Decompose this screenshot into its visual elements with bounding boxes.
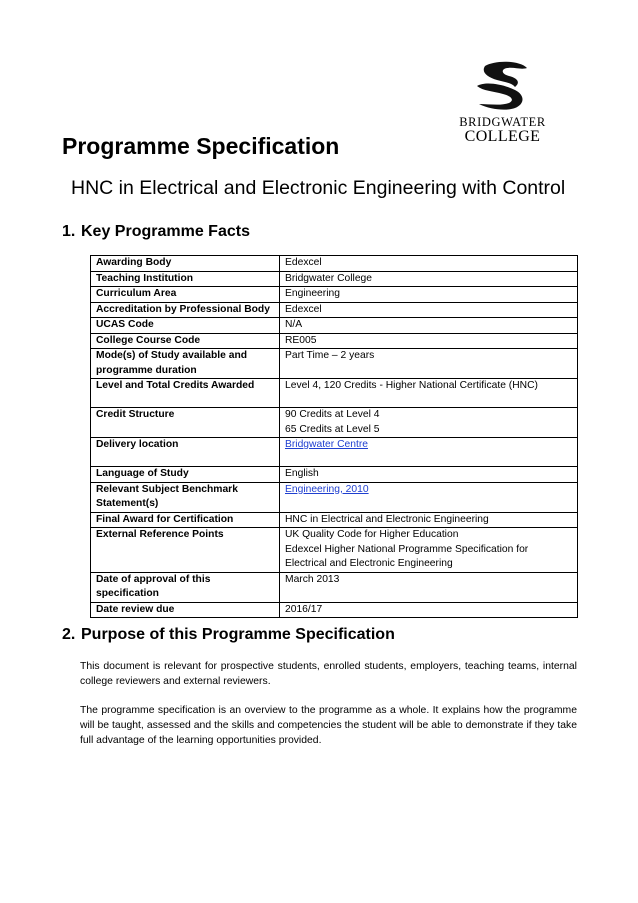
fact-link[interactable]: Engineering, 2010 bbox=[285, 483, 369, 495]
section-heading-purpose bbox=[62, 626, 395, 644]
fact-label: Teaching Institution bbox=[91, 271, 280, 287]
fact-value bbox=[280, 512, 578, 528]
fact-value bbox=[280, 379, 578, 408]
purpose-paragraph-1: This document is relevant for prospective students, enrolled students, employers, teaching teams, internal college reviewers and external reviewers. bbox=[80, 661, 577, 687]
page-subtitle: HNC in Electrical and Electronic Engineering with Control bbox=[71, 177, 566, 199]
fact-label: College Course Code bbox=[91, 333, 280, 349]
college-logo bbox=[455, 60, 550, 152]
logo-text-line1: BRIDGWATER bbox=[459, 115, 546, 129]
fact-value bbox=[280, 302, 578, 318]
fact-value-line: Edexcel bbox=[285, 303, 322, 315]
fact-value bbox=[280, 271, 578, 287]
fact-row bbox=[91, 349, 578, 379]
fact-value-line: Electrical and Electronic Engineering bbox=[285, 558, 453, 569]
fact-label: Final Award for Certification bbox=[91, 512, 280, 528]
fact-value-line: RE005 bbox=[285, 334, 317, 346]
fact-value-line: Edexcel bbox=[285, 257, 322, 268]
fact-value bbox=[280, 528, 578, 573]
fact-row bbox=[91, 408, 578, 438]
fact-value-line: Engineering bbox=[285, 288, 340, 299]
fact-row bbox=[91, 602, 578, 618]
fact-value bbox=[280, 333, 578, 349]
purpose-paragraph-2: The programme specification is an overview to the programme as a whole. It explains how the programme will be taught, assessed and the skills and competencies the student will be able to demonstrate if they take full advantage of the learning opportunities provided. bbox=[80, 705, 577, 746]
fact-link[interactable]: Bridgwater Centre bbox=[285, 439, 368, 450]
fact-label: Curriculum Area bbox=[91, 287, 280, 303]
logo-text-line2: COLLEGE bbox=[464, 128, 541, 145]
section-heading-text: Purpose of this Programme Specification bbox=[81, 626, 395, 643]
section-number: 2. bbox=[62, 626, 76, 643]
fact-row bbox=[91, 572, 578, 602]
fact-row bbox=[91, 482, 578, 512]
page-title: Programme Specification bbox=[62, 133, 340, 159]
fact-value-line: 65 Credits at Level 5 bbox=[285, 423, 380, 435]
fact-row bbox=[91, 438, 578, 467]
fact-label: UCAS Code bbox=[91, 318, 280, 334]
fact-value-line: 90 Credits at Level 4 bbox=[285, 409, 380, 420]
fact-row bbox=[91, 467, 578, 483]
fact-value bbox=[280, 438, 578, 467]
section-heading-text: Key Programme Facts bbox=[81, 223, 250, 240]
fact-row bbox=[91, 256, 578, 272]
fact-row bbox=[91, 379, 578, 408]
fact-label: External Reference Points bbox=[91, 528, 280, 573]
fact-row bbox=[91, 271, 578, 287]
fact-value-line: HNC in Electrical and Electronic Engineering bbox=[285, 513, 489, 525]
fact-value-line: Bridgwater College bbox=[285, 272, 372, 284]
fact-label: Credit Structure bbox=[91, 408, 280, 438]
fact-value bbox=[280, 408, 578, 438]
fact-value-line: English bbox=[285, 468, 319, 479]
fact-label: Level and Total Credits Awarded bbox=[91, 379, 280, 408]
fact-value bbox=[280, 349, 578, 379]
fact-value-line: N/A bbox=[285, 319, 303, 330]
fact-row bbox=[91, 333, 578, 349]
fact-value bbox=[280, 572, 578, 602]
fact-label: Delivery location bbox=[91, 438, 280, 467]
fact-label: Date of approval of this specification bbox=[91, 572, 280, 602]
fact-value bbox=[280, 287, 578, 303]
logo-mark-icon bbox=[471, 60, 535, 112]
fact-row bbox=[91, 302, 578, 318]
section-number: 1. bbox=[62, 223, 76, 240]
fact-value-line: Edexcel Higher National Programme Specification for bbox=[285, 543, 529, 555]
fact-value bbox=[280, 256, 578, 272]
fact-value bbox=[280, 318, 578, 334]
fact-value-line: Part Time – 2 years bbox=[285, 350, 375, 361]
fact-row bbox=[91, 287, 578, 303]
fact-label: Language of Study bbox=[91, 467, 280, 483]
fact-value-line: 2016/17 bbox=[285, 603, 323, 615]
fact-value bbox=[280, 482, 578, 512]
key-facts-table bbox=[90, 255, 578, 618]
fact-value bbox=[280, 602, 578, 618]
fact-row bbox=[91, 512, 578, 528]
fact-label: Date review due bbox=[91, 602, 280, 618]
fact-label: Awarding Body bbox=[91, 256, 280, 272]
section-heading-key-facts bbox=[62, 223, 250, 241]
fact-row bbox=[91, 528, 578, 573]
fact-value-line: March 2013 bbox=[285, 573, 340, 585]
fact-label: Relevant Subject Benchmark Statement(s) bbox=[91, 482, 280, 512]
fact-label: Accreditation by Professional Body bbox=[91, 302, 280, 318]
fact-value-line: UK Quality Code for Higher Education bbox=[285, 529, 459, 540]
fact-value bbox=[280, 467, 578, 483]
fact-value-line: Level 4, 120 Credits - Higher National Certificate (HNC) bbox=[285, 380, 538, 391]
fact-label: Mode(s) of Study available and programme duration bbox=[91, 349, 280, 379]
fact-row bbox=[91, 318, 578, 334]
